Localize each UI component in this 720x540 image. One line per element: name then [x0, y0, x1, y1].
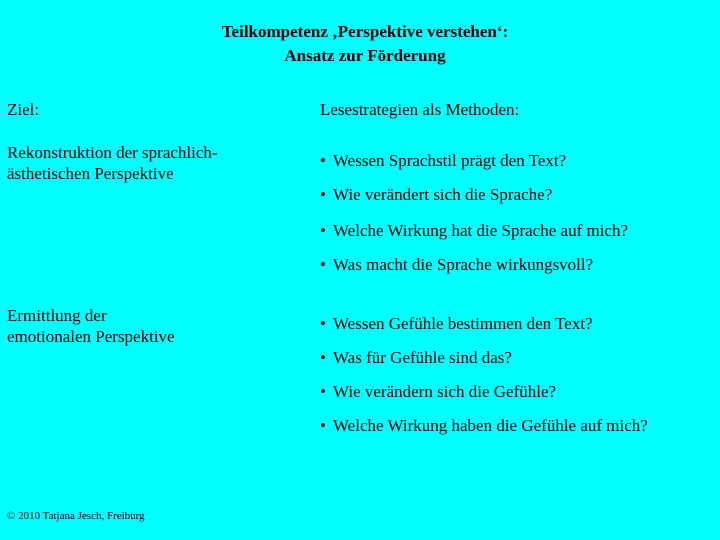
- methods-heading: Lesestrategien als Methoden:: [320, 100, 520, 119]
- list-item: [320, 221, 628, 241]
- bullet-icon: •: [320, 151, 326, 170]
- goal-emotional-line-1: Ermittlung der: [7, 306, 107, 325]
- list-item: [320, 348, 512, 368]
- list-item: [320, 382, 556, 402]
- title-line-1: Teilkompetenz ‚Perspektive verstehen‘:: [221, 22, 509, 41]
- list-item: [320, 416, 648, 436]
- list-item-text: Wessen Gefühle bestimmen den Text?: [333, 314, 593, 333]
- bullet-icon: •: [320, 348, 326, 367]
- list-item-text: Was macht die Sprache wirkungsvoll?: [333, 255, 594, 274]
- goal-sprachlich-line-2: ästhetischen Perspektive: [7, 164, 174, 183]
- bullet-icon: •: [320, 416, 326, 435]
- list-item: [320, 151, 566, 171]
- list-item-text: Wie verändert sich die Sprache?: [333, 185, 553, 204]
- slide-title: [0, 20, 720, 68]
- list-item-text: Welche Wirkung hat die Sprache auf mich?: [333, 221, 629, 240]
- list-item: [320, 255, 593, 275]
- list-item: [320, 314, 593, 334]
- bullet-icon: •: [320, 382, 326, 401]
- goal-heading: Ziel:: [7, 100, 40, 119]
- bullet-icon: •: [320, 185, 326, 204]
- list-item-text: Was für Gefühle sind das?: [333, 348, 512, 367]
- goal-sprachlich-line-1: Rekonstruktion der sprachlich-: [7, 143, 218, 162]
- bullet-icon: •: [320, 314, 326, 333]
- copyright-footer: © 2010 Tatjana Jesch, Freiburg: [7, 510, 145, 522]
- list-item: [320, 185, 552, 205]
- title-line-2: Ansatz zur Förderung: [284, 46, 446, 65]
- goal-emotional-line-2: emotionalen Perspektive: [7, 327, 175, 346]
- list-item-text: Welche Wirkung haben die Gefühle auf mich?: [333, 416, 648, 435]
- list-item-text: Wessen Sprachstil prägt den Text?: [333, 151, 567, 170]
- list-item-text: Wie verändern sich die Gefühle?: [333, 382, 557, 401]
- bullet-icon: •: [320, 255, 326, 274]
- bullet-icon: •: [320, 221, 326, 240]
